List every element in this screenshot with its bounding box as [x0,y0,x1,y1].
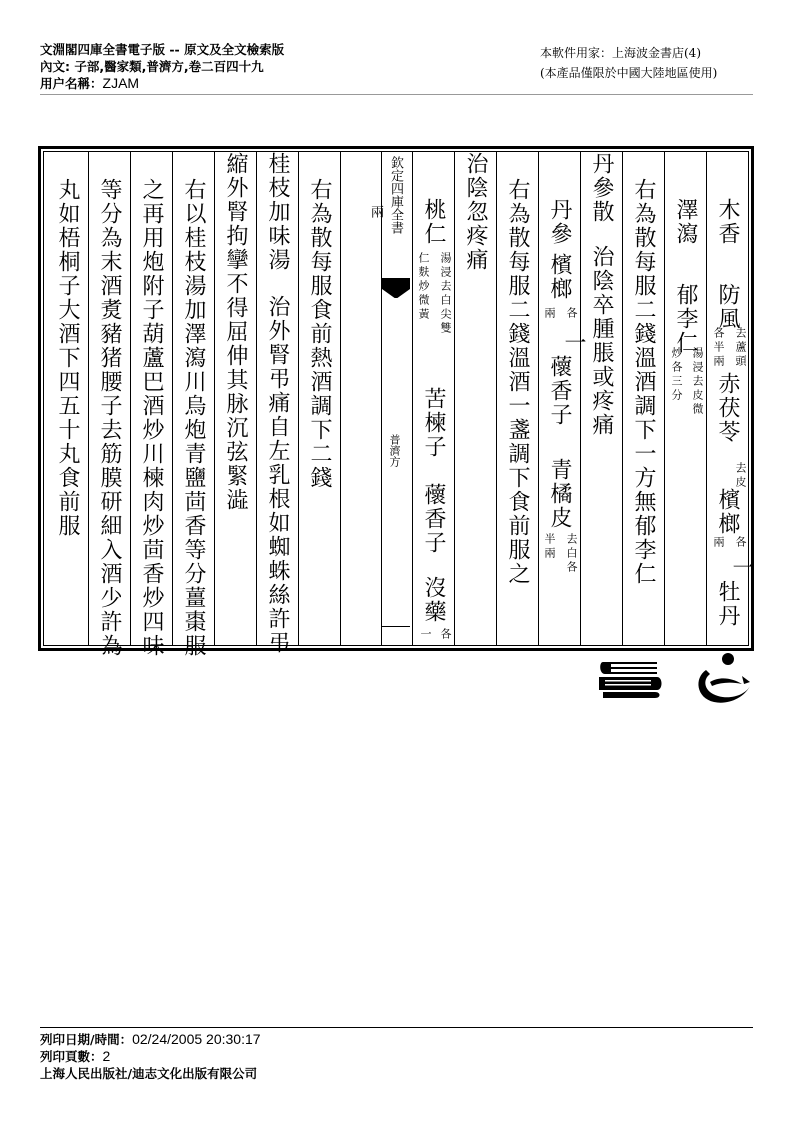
annotation-8c: 各 [439,628,452,642]
text-column-8c: 蘹香子 [421,483,446,555]
fishtail-marker [382,278,410,298]
text-column-8b: 苦楝子 [421,387,446,459]
column-divider [580,152,581,645]
text-column-11b: 治外腎弔痛自左乳根如蜘蛛絲許弔 [265,295,290,655]
text-column-8a: 桃仁 [421,198,446,246]
column-divider [88,152,89,645]
column-divider [298,152,299,645]
annotation-8d: 一 [419,628,432,642]
column-divider [706,152,707,645]
column-divider [381,152,382,645]
text-column-1e: 一 [729,556,754,580]
column-divider [172,152,173,645]
text-column-4b: 治陰卒腫脹或疼痛 [589,245,614,437]
text-column-2b: 郁李仁 [673,283,698,355]
print-date-value: 02/24/2005 20:30:17 [132,1031,261,1047]
text-column-7: 治陰忽疼痛 [463,152,488,272]
annotation-1b: 各半兩 [712,327,725,369]
document-header [40,41,284,92]
document-footer [40,1031,261,1082]
column-divider [412,152,413,645]
content-path: 子部,醫家類,普濟方,卷二百四十九 [74,59,264,74]
username-label: 用户名稱： [40,76,103,91]
username-value: ZJAM [102,75,140,91]
header-divider [40,94,753,95]
annotation-5d: 半兩 [543,533,556,561]
annotation-5c: 去白各 [565,533,578,575]
fold-title: 欽定四庫全書 [388,156,403,234]
column-divider [538,152,539,645]
text-column-13: 右以桂枝湯加澤瀉川烏炮青鹽茴香等分薑棗服 [181,178,206,658]
fold-book-title: 普濟方 [388,434,401,467]
annotation-5b: 兩 [543,307,556,321]
license-info [540,43,717,83]
license-user: 本軟件用家：上海波金書店(4) [540,46,701,60]
annotation-1a: 去蘆頭 [734,327,747,369]
text-column-1f: 牡丹 [715,580,740,628]
column-divider [622,152,623,645]
text-column-15: 等分為末酒煑豬猪腰子去筋膜研細入酒少許為 [97,178,122,658]
brush-circle-logo-icon [692,652,754,708]
text-column-4a: 丹參散 [589,152,614,224]
text-column-1a: 木香 [715,198,740,246]
print-pages-label: 列印頁數： [40,1049,103,1064]
text-column-2a: 澤瀉 [673,198,698,246]
text-column-1b: 防風 [715,283,740,331]
column-divider [496,152,497,645]
text-column-10: 右為散每服食前熱酒調下二錢 [307,178,332,490]
column-divider [214,152,215,645]
text-column-5a: 丹參 [547,198,572,246]
content-label: 內文: [40,59,75,74]
text-column-5d: 蘹香子 [547,355,572,427]
column-divider [256,152,257,645]
text-column-3: 右為散每服二錢溫酒調下一方無郁李仁 [631,178,656,586]
text-column-6: 右為散每服二錢溫酒一盞調下食前服之 [505,178,530,586]
text-column-14: 之再用炮附子葫蘆巴酒炒川楝肉炒茴香炒四味 [139,178,164,658]
header-title: 文淵閣四庫全書電子版 -- 原文及全文檢索版 [40,42,285,57]
publisher: 上海人民出版社/迪志文化出版有限公司 [40,1066,258,1081]
print-pages [40,1048,261,1065]
column-divider [664,152,665,645]
annotation-1c: 去皮 [734,462,747,490]
text-column-5c: 一 [561,331,586,355]
annotation-8b: 仁麩炒微黃 [417,252,430,322]
annotation-5a: 各 [565,307,578,321]
text-column-5e: 青橘皮 [547,458,572,530]
text-column-9: 兩 [368,205,383,220]
column-divider [340,152,341,645]
annotation-2a: 湯浸去皮微 [691,347,704,417]
text-column-16: 丸如梧桐子大酒下四五十丸食前服 [55,178,80,538]
books-logo-icon [597,660,663,700]
text-column-11a: 桂枝加味湯 [265,152,290,272]
license-region: (本產品僅限於中國大陸地區使用) [540,66,718,80]
text-column-12: 縮外腎拘攣不得屈伸其脉沉弦緊澁 [223,152,248,512]
text-column-5b: 檳榔 [547,253,572,301]
fold-bottom-rule [382,626,410,627]
column-divider [130,152,131,645]
annotation-8a: 湯浸去白尖雙 [439,252,452,336]
header-content-path [40,58,284,75]
print-date [40,1031,261,1048]
annotation-1e: 兩 [712,536,725,550]
annotation-1d: 各 [734,536,747,550]
print-pages-value: 2 [102,1048,111,1064]
header-username [40,75,284,92]
footer-divider [40,1027,753,1028]
text-column-1c: 赤茯苓 [715,372,740,444]
text-column-1d: 檳榔 [715,488,740,536]
print-date-label: 列印日期/時間： [40,1032,133,1047]
column-divider [454,152,455,645]
text-column-8d: 沒藥 [421,576,446,624]
annotation-2b: 炒各三分 [670,347,683,403]
